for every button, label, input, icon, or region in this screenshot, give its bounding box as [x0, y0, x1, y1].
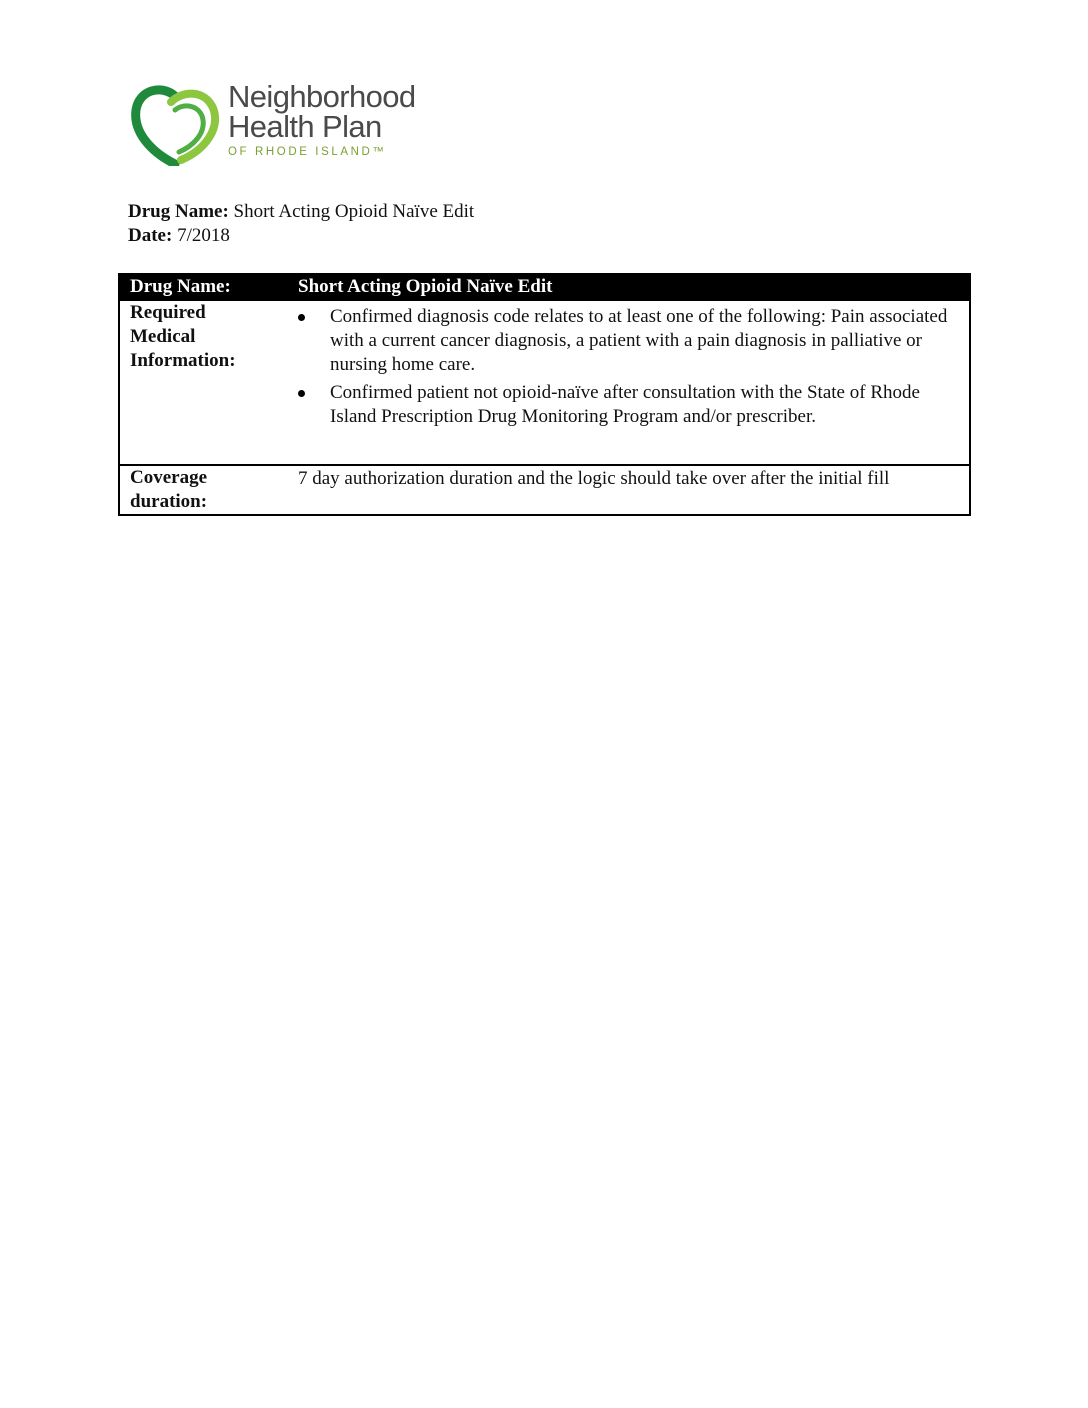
list-item-text: Confirmed diagnosis code relates to at least one of the following: Pain associated with a current cancer diagnosis, a patient with a pain diagnosis in palliative or nursing home care.	[330, 306, 948, 375]
required-label-line-3: Information:	[130, 350, 236, 371]
date-label: Date:	[128, 225, 173, 246]
criteria-table	[118, 273, 971, 516]
coverage-value: 7 day authorization duration and the logic should take over after the initial fill	[298, 468, 890, 489]
document-meta	[128, 200, 474, 248]
list-item	[298, 305, 959, 377]
drug-name-line	[128, 200, 474, 224]
coverage-label-line-1: Coverage	[130, 467, 208, 488]
coverage-value-cell	[298, 465, 970, 515]
header-label-cell	[119, 274, 298, 300]
logo-subtitle: OF RHODE ISLAND™	[228, 146, 387, 158]
coverage-label-cell	[119, 465, 298, 515]
coverage-label-line-2: duration:	[130, 491, 208, 512]
table-row	[119, 465, 970, 515]
required-label-line-1: Required	[130, 302, 206, 323]
date-value: 7/2018	[177, 225, 230, 246]
table-row	[119, 300, 970, 465]
list-item-text: Confirmed patient not opioid-naïve after consultation with the State of Rhode Island Prescription Drug Monitoring Program and/or prescriber.	[330, 382, 920, 427]
logo-line-2: Health Plan	[228, 109, 382, 144]
drug-name-value: Short Acting Opioid Naïve Edit	[233, 201, 475, 222]
required-info-list	[298, 305, 959, 429]
date-line	[128, 224, 474, 248]
required-label-line-2: Medical	[130, 326, 196, 347]
header-label: Drug Name:	[130, 276, 231, 297]
logo-line-1: Neighborhood	[228, 79, 416, 114]
list-item	[298, 381, 959, 429]
company-logo	[131, 80, 441, 168]
required-info-value-cell	[298, 300, 970, 465]
required-info-label-cell	[119, 300, 298, 465]
header-value: Short Acting Opioid Naïve Edit	[298, 276, 553, 297]
logo-wordmark	[228, 79, 416, 158]
header-value-cell	[298, 274, 970, 300]
bullet-icon	[298, 314, 305, 321]
table-header-row	[119, 274, 970, 300]
drug-name-label: Drug Name:	[128, 201, 229, 222]
heart-leaf-icon	[131, 80, 223, 166]
bullet-icon	[298, 390, 305, 397]
